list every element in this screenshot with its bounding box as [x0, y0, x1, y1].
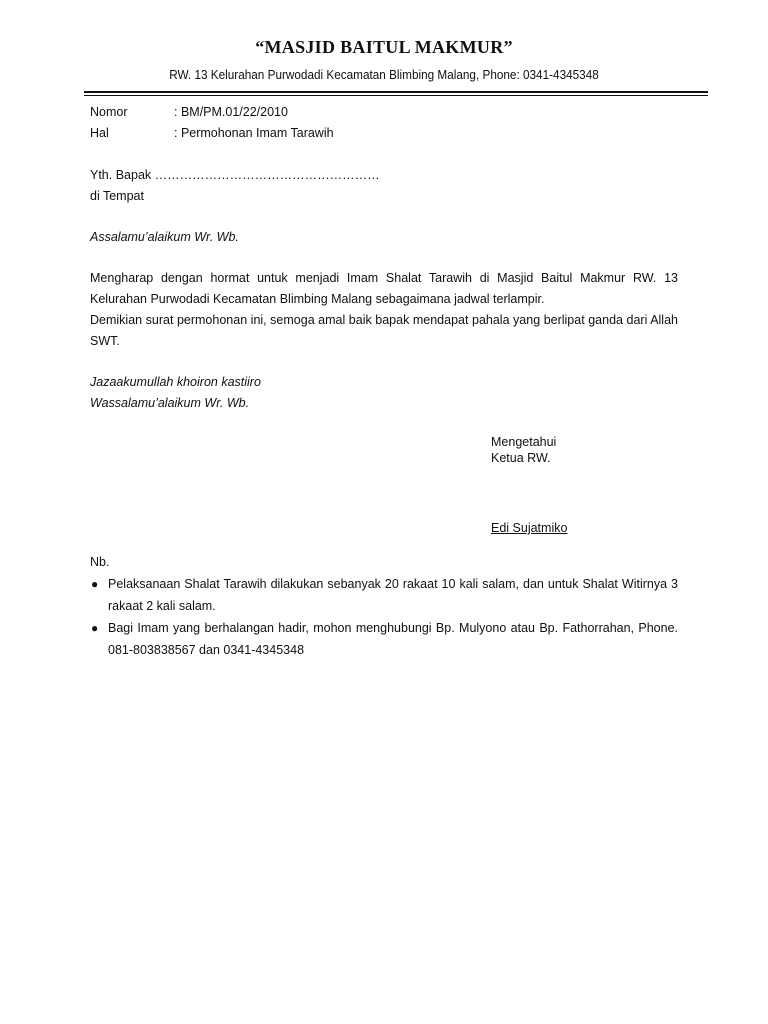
signature-name: Edi Sujatmiko — [491, 521, 568, 535]
closing-greeting: Wassalamu’alaikum Wr. Wb. — [90, 396, 250, 410]
letterhead-title: “MASJID BAITUL MAKMUR” — [255, 37, 513, 57]
letterhead-address: RW. 13 Kelurahan Purwodadi Kecamatan Blimbing Malang, Phone: 0341-4345348 — [169, 68, 599, 82]
letterhead-divider-thick — [84, 91, 708, 93]
list-item — [90, 573, 678, 617]
note-text: Bagi Imam yang berhalangan hadir, mohon menghubungi Bp. Mulyono atau Bp. Fathorrahan, Phone. 081-803838567 dan 0341-4345348 — [108, 621, 678, 657]
recipient-place: di Tempat — [90, 189, 144, 203]
hal-value: : Permohonan Imam Tarawih — [174, 126, 334, 140]
letterhead-divider-thin — [84, 95, 708, 96]
nomor-label: Nomor — [90, 105, 128, 119]
list-item — [90, 617, 678, 661]
notes-list — [90, 573, 678, 661]
body-paragraph-closing: Demikian surat permohonan ini, semoga amal baik bapak mendapat pahala yang berlipat ganda dari Allah SWT. — [90, 313, 678, 348]
notes-label: Nb. — [90, 555, 110, 569]
closing-prayer: Jazaakumullah khoiron kastiiro — [90, 375, 261, 389]
bullet-icon: ● — [91, 621, 99, 635]
opening-greeting: Assalamu’alaikum Wr. Wb. — [90, 230, 239, 244]
body-paragraph-request: Mengharap dengan hormat untuk menjadi Imam Shalat Tarawih di Masjid Baitul Makmur RW. 13 Kelurahan Purwodadi Kecamatan Blimbing Malang sebagaimana jadwal terlampir. — [90, 271, 678, 306]
nomor-value: : BM/PM.01/22/2010 — [174, 105, 288, 119]
bullet-icon: ● — [91, 577, 99, 591]
signature-title: Ketua RW. — [491, 451, 551, 465]
signature-acknowledge: Mengetahui — [491, 435, 557, 449]
recipient-line: Yth. Bapak ……………………………………………… — [90, 168, 380, 182]
note-text: Pelaksanaan Shalat Tarawih dilakukan sebanyak 20 rakaat 10 kali salam, dan untuk Shalat Witirnya 3 rakaat 2 kali salam. — [108, 577, 678, 613]
hal-label: Hal — [90, 126, 109, 140]
